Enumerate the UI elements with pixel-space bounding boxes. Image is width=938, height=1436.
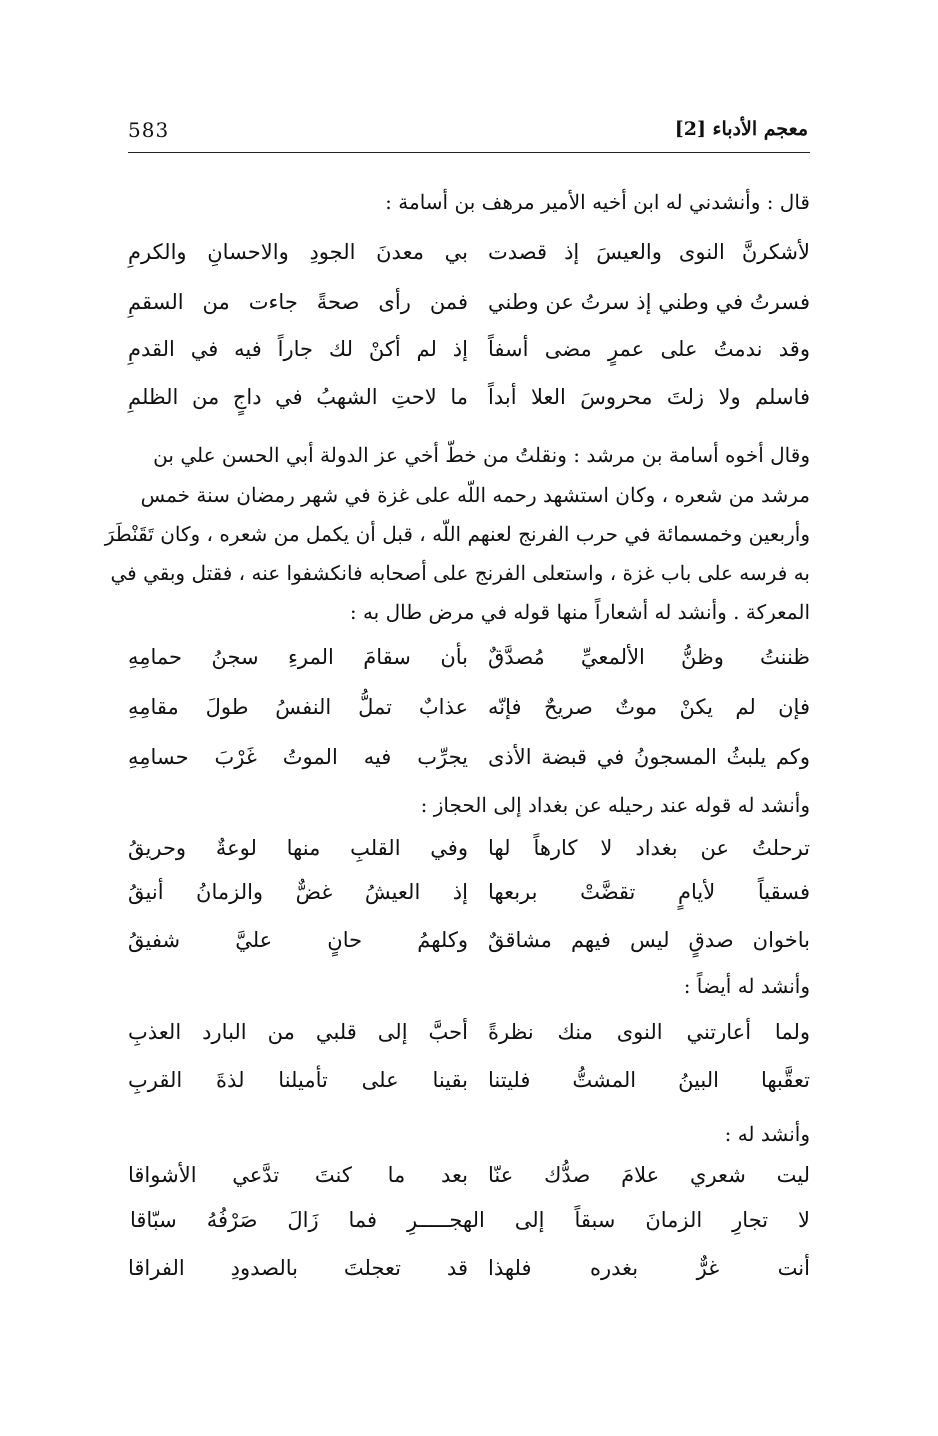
first-hemistich: ولما أعارتني النوى منك نظرةً bbox=[488, 1020, 810, 1044]
first-hemistich: لأشكرنَّ النوى والعيسَ إذ قصدت bbox=[488, 240, 810, 264]
second-hemistich: وكلهمُ حانٍ عليَّ شفيقُ bbox=[128, 928, 468, 952]
second-hemistich: عذابٌ تملُّ النفسُ طولَ مقامِهِ bbox=[128, 695, 468, 719]
second-hemistich: أحبَّ إلى قلبي من البارد العذبِ bbox=[128, 1020, 468, 1044]
second-hemistich: يجرِّب فيه الموتُ غَرْبَ حسامِهِ bbox=[128, 745, 468, 769]
poem3-verse-1 bbox=[128, 836, 810, 870]
poem5-verse-3 bbox=[128, 1256, 810, 1290]
first-hemistich: فسرتُ في وطني إذ سرتُ عن وطني bbox=[488, 290, 810, 314]
second-hemistich: إذ العيشُ غضٌّ والزمانُ أنيقُ bbox=[128, 880, 468, 904]
poem2-verse-2 bbox=[128, 695, 810, 729]
second-hemistich: فمن رأى صحةً جاءت من السقمِ bbox=[128, 290, 468, 314]
second-hemistich: إذ لم أكنْ لك جاراً فيه في القدمِ bbox=[128, 337, 468, 361]
page-header bbox=[128, 118, 808, 146]
second-hemistich: قد تعجلتَ بالصدودِ الفراقا bbox=[128, 1256, 468, 1280]
second-hemistich: بعد ما كنتَ تدَّعي الأشواقا bbox=[128, 1163, 468, 1187]
first-hemistich: تعقَّبها البينُ المشتُّ فليتنا bbox=[488, 1068, 810, 1092]
intro-line-4: وأنشد له : bbox=[724, 1122, 810, 1146]
first-hemistich: باخوان صدقٍ ليس فيهم مشاققٌ bbox=[488, 928, 810, 952]
paragraph-line-2: مرشد من شعره ، وكان استشهد رحمه اللّه على غزة في شهر رمضان سنة خمس bbox=[140, 483, 810, 507]
poem3-verse-2 bbox=[128, 880, 810, 914]
paragraph-line-3: وأربعين وخمسمائة في حرب الفرنج لعنهم اللّه ، قبل أن يكمل من شعره ، وكان تَقَنْطَرَ bbox=[104, 522, 810, 546]
poem4-verse-1 bbox=[128, 1020, 810, 1054]
intro-line-1: قال : وأنشدني له ابن أخيه الأمير مرهف بن أسامة : bbox=[385, 190, 810, 214]
poem5-verse-2 bbox=[128, 1208, 810, 1242]
paragraph-line-4: به فرسه على باب غزة ، واستعلى الفرنج على أصحابه فانكشفوا عنه ، فقتل وبقي في bbox=[110, 561, 810, 585]
first-hemistich: وكم يلبثُ المسجونُ في قبضة الأذى bbox=[488, 745, 810, 769]
first-hemistich: وقد ندمتُ على عمرٍ مضى أسفاً bbox=[488, 337, 810, 361]
paragraph-line-5: المعركة . وأنشد له أشعاراً منها قوله في مرض طال به : bbox=[349, 600, 810, 624]
first-hemistich: ليت شعري علامَ صدُّك عنّا bbox=[488, 1163, 810, 1187]
first-hemistich: أنت غرٌّ بغدره فلهذا bbox=[488, 1256, 810, 1280]
second-hemistich: بي معدنَ الجودِ والاحسانِ والكرمِ bbox=[128, 240, 468, 264]
second-hemistich: ما لاحتِ الشهبُ في داجٍ من الظلمِ bbox=[128, 385, 468, 409]
poem2-verse-1 bbox=[128, 645, 810, 679]
intro-line-3: وأنشد له أيضاً : bbox=[683, 974, 810, 998]
poem1-verse-1 bbox=[128, 240, 810, 274]
second-hemistich: بقينا على تأميلنا لذةَ القربِ bbox=[128, 1068, 468, 1092]
poem1-verse-3 bbox=[128, 337, 810, 371]
first-hemistich: ظننتُ وظنُّ الألمعيِّ مُصدَّقٌ bbox=[488, 645, 810, 669]
header-rule bbox=[128, 152, 810, 153]
poem3-verse-3 bbox=[128, 928, 810, 962]
poem1-verse-4 bbox=[128, 385, 810, 419]
first-hemistich: فإن لم يكنْ موتٌ صريحٌ فإنّه bbox=[488, 695, 810, 719]
running-title: معجم الأدباء [2] bbox=[674, 118, 808, 140]
poem2-verse-3 bbox=[128, 745, 810, 779]
second-hemistich: وفي القلبِ منها لوعةٌ وحريقُ bbox=[128, 836, 468, 860]
poem4-verse-2 bbox=[128, 1068, 810, 1102]
poem1-verse-2 bbox=[128, 290, 810, 324]
joined-verse: لا تجارِ الزمانَ سبقاً إلى الهجـــــرِ فما زَالَ صَرْفُهُ سبّاقا bbox=[130, 1208, 810, 1232]
paragraph-line-1: وقال أخوه أسامة بن مرشد : ونقلتُ من خطّ أخي عز الدولة أبي الحسن علي بن bbox=[153, 443, 810, 467]
page-number: 583 bbox=[128, 118, 170, 142]
intro-line-2: وأنشد له قوله عند رحيله عن بغداد إلى الحجاز : bbox=[420, 793, 810, 817]
poem5-verse-1 bbox=[128, 1163, 810, 1197]
first-hemistich: فاسلم ولا زلتَ محروسَ العلا أبداً bbox=[488, 385, 810, 409]
first-hemistich: فسقياً لأيامٍ تقضَّتْ بربعها bbox=[488, 880, 810, 904]
second-hemistich: بأن سقامَ المرءِ سجنُ حمامِهِ bbox=[128, 645, 468, 669]
first-hemistich: ترحلتُ عن بغداد لا كارهاً لها bbox=[488, 836, 810, 860]
